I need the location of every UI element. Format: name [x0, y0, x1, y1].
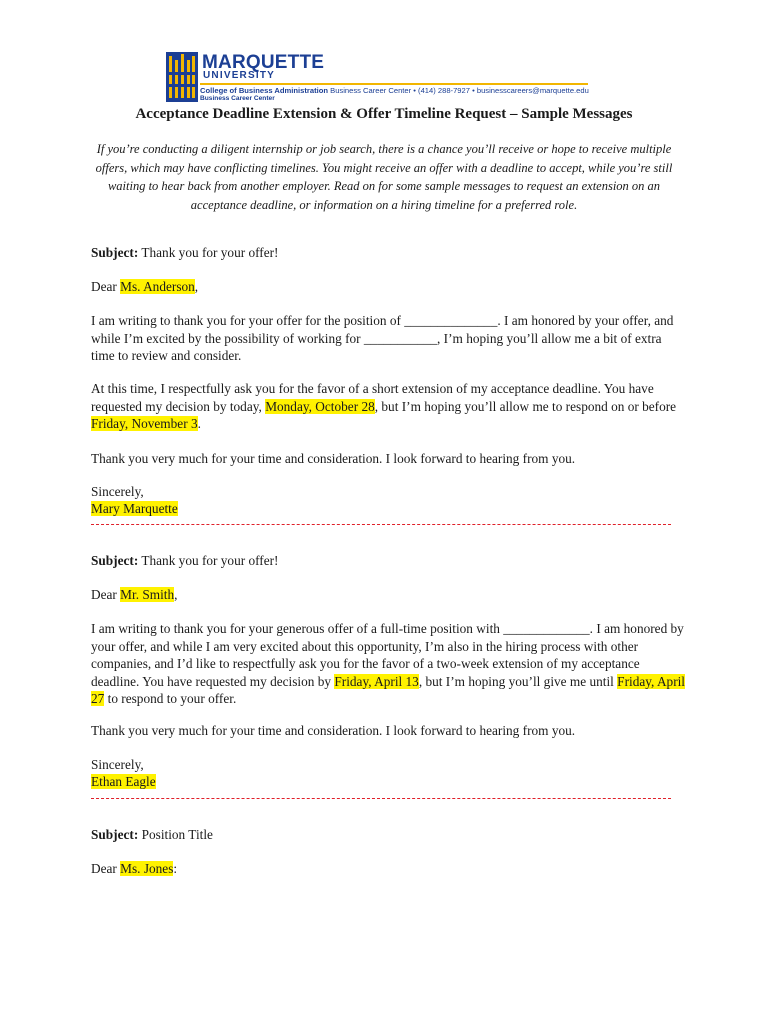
contact-info: Business Career Center • (414) 288-7927 • businesscareers@marquette.edu — [330, 86, 589, 95]
career-center-name: Business Career Center — [200, 95, 275, 102]
letter3-salutation: Dear Ms. Jones: — [91, 861, 178, 876]
deadline-date: Monday, October 28 — [265, 398, 375, 414]
requested-date: Friday, April 27 — [91, 673, 686, 707]
separator-line — [91, 524, 671, 525]
recipient-name: Ms. Jones — [120, 861, 174, 876]
letter1-paragraph-1: I am writing to thank you for your offer for the position of ______________. I am honored by your offer, and while I’m excited by the possibility of working for ___________, I’m hoping you’ll allow me a bit of extra time to review and consider. — [91, 313, 674, 364]
recipient-name: Ms. Anderson — [120, 279, 195, 294]
college-line — [200, 86, 589, 95]
university-name: MARQUETTE — [202, 52, 325, 73]
paragraph-text: , but I’m hoping you’ll allow me to respond on or before — [374, 398, 677, 414]
signature-name: Mary Marquette — [91, 501, 178, 516]
subject-label: Subject: — [91, 827, 139, 842]
paragraph-text: , but I’m hoping you’ll give me until — [418, 673, 614, 689]
letter1-closing: Sincerely, — [91, 484, 144, 499]
letter2-closing: Sincerely, — [91, 757, 144, 772]
letter1-paragraph-3: Thank you very much for your time and consideration. I look forward to hearing from you. — [91, 451, 576, 466]
salutation-text: Dear — [91, 587, 117, 602]
university-subtitle: UNIVERSITY — [203, 70, 276, 81]
paragraph-text: I am writing to thank you for your generous offer of a full-time position with _____________. I am honored by your offer, and while I am very excited about this opportunity, I’m also in the hiring process with other companies, and I’d like to respectfully ask you for the favor of a two-week extension of my acceptance deadline. You have requested my decision by — [91, 621, 684, 689]
letter2-salutation: Dear Mr. Smith, — [91, 587, 178, 602]
requested-date: Friday, November 3 — [91, 416, 198, 432]
deadline-date: Friday, April 13 — [334, 673, 419, 689]
recipient-name: Mr. Smith — [120, 587, 175, 602]
letter2-paragraph-2: Thank you very much for your time and consideration. I look forward to hearing from you. — [91, 723, 576, 738]
subject-text: Position Title — [141, 827, 213, 842]
header-rule — [200, 83, 588, 85]
subject-text: Thank you for your offer! — [141, 245, 279, 260]
salutation-text: Dear — [91, 861, 117, 876]
letterhead — [166, 50, 590, 106]
subject-label: Subject: — [91, 245, 139, 260]
letter2-signature — [91, 773, 687, 791]
paragraph-text: At this time, I respectfully ask you for the favor of a short extension of my acceptance deadline. You have requested my decision by today, — [91, 381, 654, 414]
marquette-crest-icon — [166, 52, 198, 102]
letter1-subject — [91, 244, 687, 262]
letter1-signature — [91, 500, 687, 518]
college-name: College of Business Administration — [200, 86, 328, 95]
signature-name: Ethan Eagle — [91, 774, 156, 789]
subject-label: Subject: — [91, 553, 139, 568]
letter2-paragraph-1 — [91, 620, 687, 708]
subject-text: Thank you for your offer! — [141, 553, 279, 568]
letter2-subject — [91, 552, 687, 570]
intro-paragraph: If you’re conducting a diligent internship or job search, there is a chance you’ll receive or hope to receive multiple offers, which may have conflicting timelines. You might receive an offer with a deadline to accept, while you’re still waiting to hear back from another employer. Read on for some sample messages to request an extension on an acceptance deadline, or information on a hiring timeline for a preferred role. — [95, 142, 673, 212]
letter1-salutation: Dear Ms. Anderson, — [91, 279, 199, 294]
separator-line — [91, 798, 671, 799]
document-title: Acceptance Deadline Extension & Offer Timeline Request – Sample Messages — [135, 106, 633, 122]
letter1-paragraph-2: At this time, I respectfully ask you for the favor of a short extension of my acceptance deadline. You have requested my decision by today, Monday, October 28, but I’m hoping you’ll allow me to respond on or before Friday, November 3. — [91, 381, 677, 432]
letter3-subject — [91, 826, 687, 844]
paragraph-text: to respond to your offer. — [107, 691, 237, 707]
salutation-text: Dear — [91, 279, 117, 294]
